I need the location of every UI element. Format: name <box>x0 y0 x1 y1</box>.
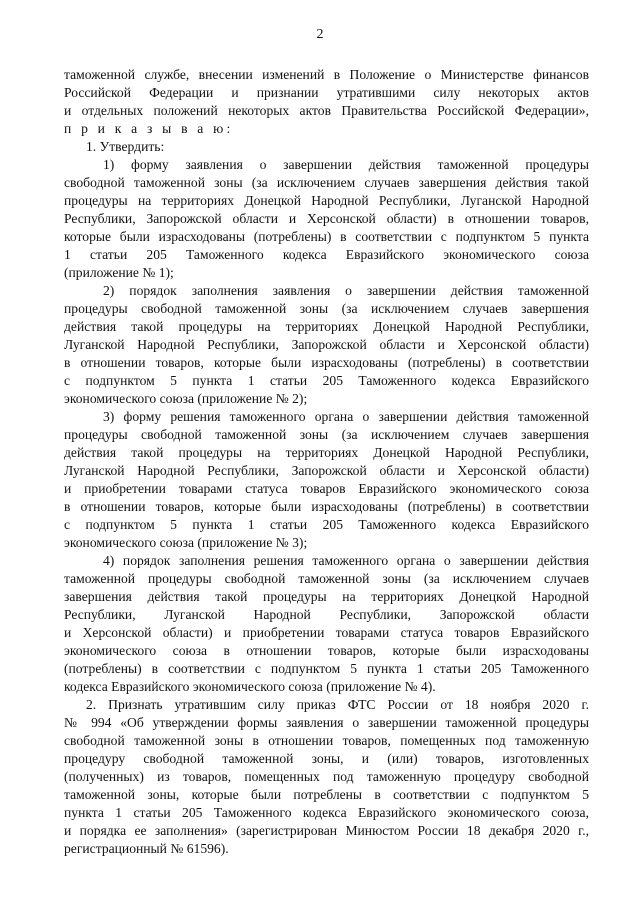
text-line: процедуру свободной таможенной зоны, и (или) товаров, изготовленных <box>64 751 589 766</box>
page-number: 2 <box>316 27 324 42</box>
text-line: (полученных) из товаров, помещенных под таможенную процедуру свободной <box>64 769 589 784</box>
document-body <box>64 66 589 858</box>
clause-2-paragraph <box>64 696 589 858</box>
clause-1-item-2 <box>64 282 589 408</box>
text-line: свободной таможенной зоны (за исключением случаев завершения действия такой <box>64 175 589 190</box>
text-line: в отношении товаров, которые были израсходованы (потреблены) в соответствии <box>64 499 589 514</box>
text-line: и приобретении товарами статуса товаров Евразийского экономического союза <box>64 481 589 496</box>
text-line: 3) форму решения таможенного органа о завершении действия таможенной <box>103 409 589 424</box>
text-line: свободной таможенной зоны в отношении товаров, помещенных под таможенную <box>64 733 589 748</box>
text-line: процедуры свободной таможенной зоны (за исключением случаев завершения <box>64 301 589 316</box>
text-line: с подпунктом 5 пункта 1 статьи 205 Таможенного кодекса Евразийского <box>64 373 589 388</box>
text-line: 2. Признать утратившим силу приказ ФТС России от 18 ноября 2020 г. <box>86 697 589 712</box>
text-line: 1) форму заявления о завершении действия таможенной процедуры <box>103 157 589 172</box>
text-line: таможенной службе, внесении изменений в Положение о Министерстве финансов <box>64 67 589 82</box>
text-line: Республики, Луганской Народной Республики, Запорожской области <box>64 607 589 622</box>
text-line: 2) порядок заполнения заявления о завершении действия таможенной <box>103 283 589 298</box>
text-line: и Херсонской области) и приобретении товарами статуса товаров Евразийского <box>64 625 589 640</box>
text-line: 1. Утвердить: <box>86 139 165 154</box>
text-line: пункта 1 статьи 205 Таможенного кодекса Евразийского экономического союза, <box>64 805 589 820</box>
text-line: процедуры свободной таможенной зоны (за исключением случаев завершения <box>64 427 589 442</box>
text-line: 1 статьи 205 Таможенного кодекса Евразийского экономического союза <box>64 247 589 262</box>
order-word: п р и к а з ы в а ю: <box>64 121 234 136</box>
text-line: Республики, Запорожской области и Херсонской области) в отношении товаров, <box>64 211 589 226</box>
text-line: (потреблены) в соответствии с подпунктом 5 пункта 1 статьи 205 Таможенного <box>64 661 589 676</box>
intro-paragraph <box>64 66 589 138</box>
text-line: действия такой процедуры на территориях Донецкой Народной Республики, <box>64 445 589 460</box>
text-line: процедуры на территориях Донецкой Народной Республики, Луганской Народной <box>64 193 589 208</box>
clause-1-item-4 <box>64 552 589 696</box>
text-line: Луганской Народной Республики, Запорожской области и Херсонской области) <box>64 337 589 352</box>
text-line: таможенной процедуры свободной таможенной зоны (за исключением случаев <box>64 571 589 586</box>
text-line: которые были израсходованы (потреблены) в соответствии с подпунктом 5 пункта <box>64 229 589 244</box>
clause-1-heading <box>64 138 589 156</box>
text-line: экономического союза (приложение № 2); <box>64 391 308 406</box>
text-line: (приложение № 1); <box>64 265 174 280</box>
text-line: экономического союза (приложение № 3); <box>64 535 308 550</box>
text-line: действия такой процедуры на территориях Донецкой Народной Республики, <box>64 319 589 334</box>
text-line: 4) порядок заполнения решения таможенного органа о завершении действия <box>103 553 589 568</box>
text-line: Луганской Народной Республики, Запорожской области и Херсонской области) <box>64 463 589 478</box>
text-line: экономического союза в отношении товаров, которые были израсходованы <box>64 643 589 658</box>
text-line: завершения действия такой процедуры на территориях Донецкой Народной <box>64 589 589 604</box>
text-line: в отношении товаров, которые были израсходованы (потреблены) в соответствии <box>64 355 589 370</box>
clause-1-item-3 <box>64 408 589 552</box>
text-line: кодекса Евразийского экономического союза (приложение № 4). <box>64 679 436 694</box>
text-line: № 994 «Об утверждении формы заявления о завершении таможенной процедуры <box>64 715 589 730</box>
text-line: таможенной зоны, которые были потреблены в соответствии с подпунктом 5 <box>64 787 589 802</box>
text-line: с подпунктом 5 пункта 1 статьи 205 Таможенного кодекса Евразийского <box>64 517 589 532</box>
text-line: и порядка ее заполнения» (зарегистрирован Минюстом России 18 декабря 2020 г., <box>64 823 589 838</box>
clause-1-item-1 <box>64 156 589 282</box>
text-line: Российской Федерации и признании утратившими силу некоторых актов <box>64 85 589 100</box>
text-line: и отдельных положений некоторых актов Правительства Российской Федерации», <box>64 103 589 118</box>
text-line: регистрационный № 61596). <box>64 841 229 856</box>
